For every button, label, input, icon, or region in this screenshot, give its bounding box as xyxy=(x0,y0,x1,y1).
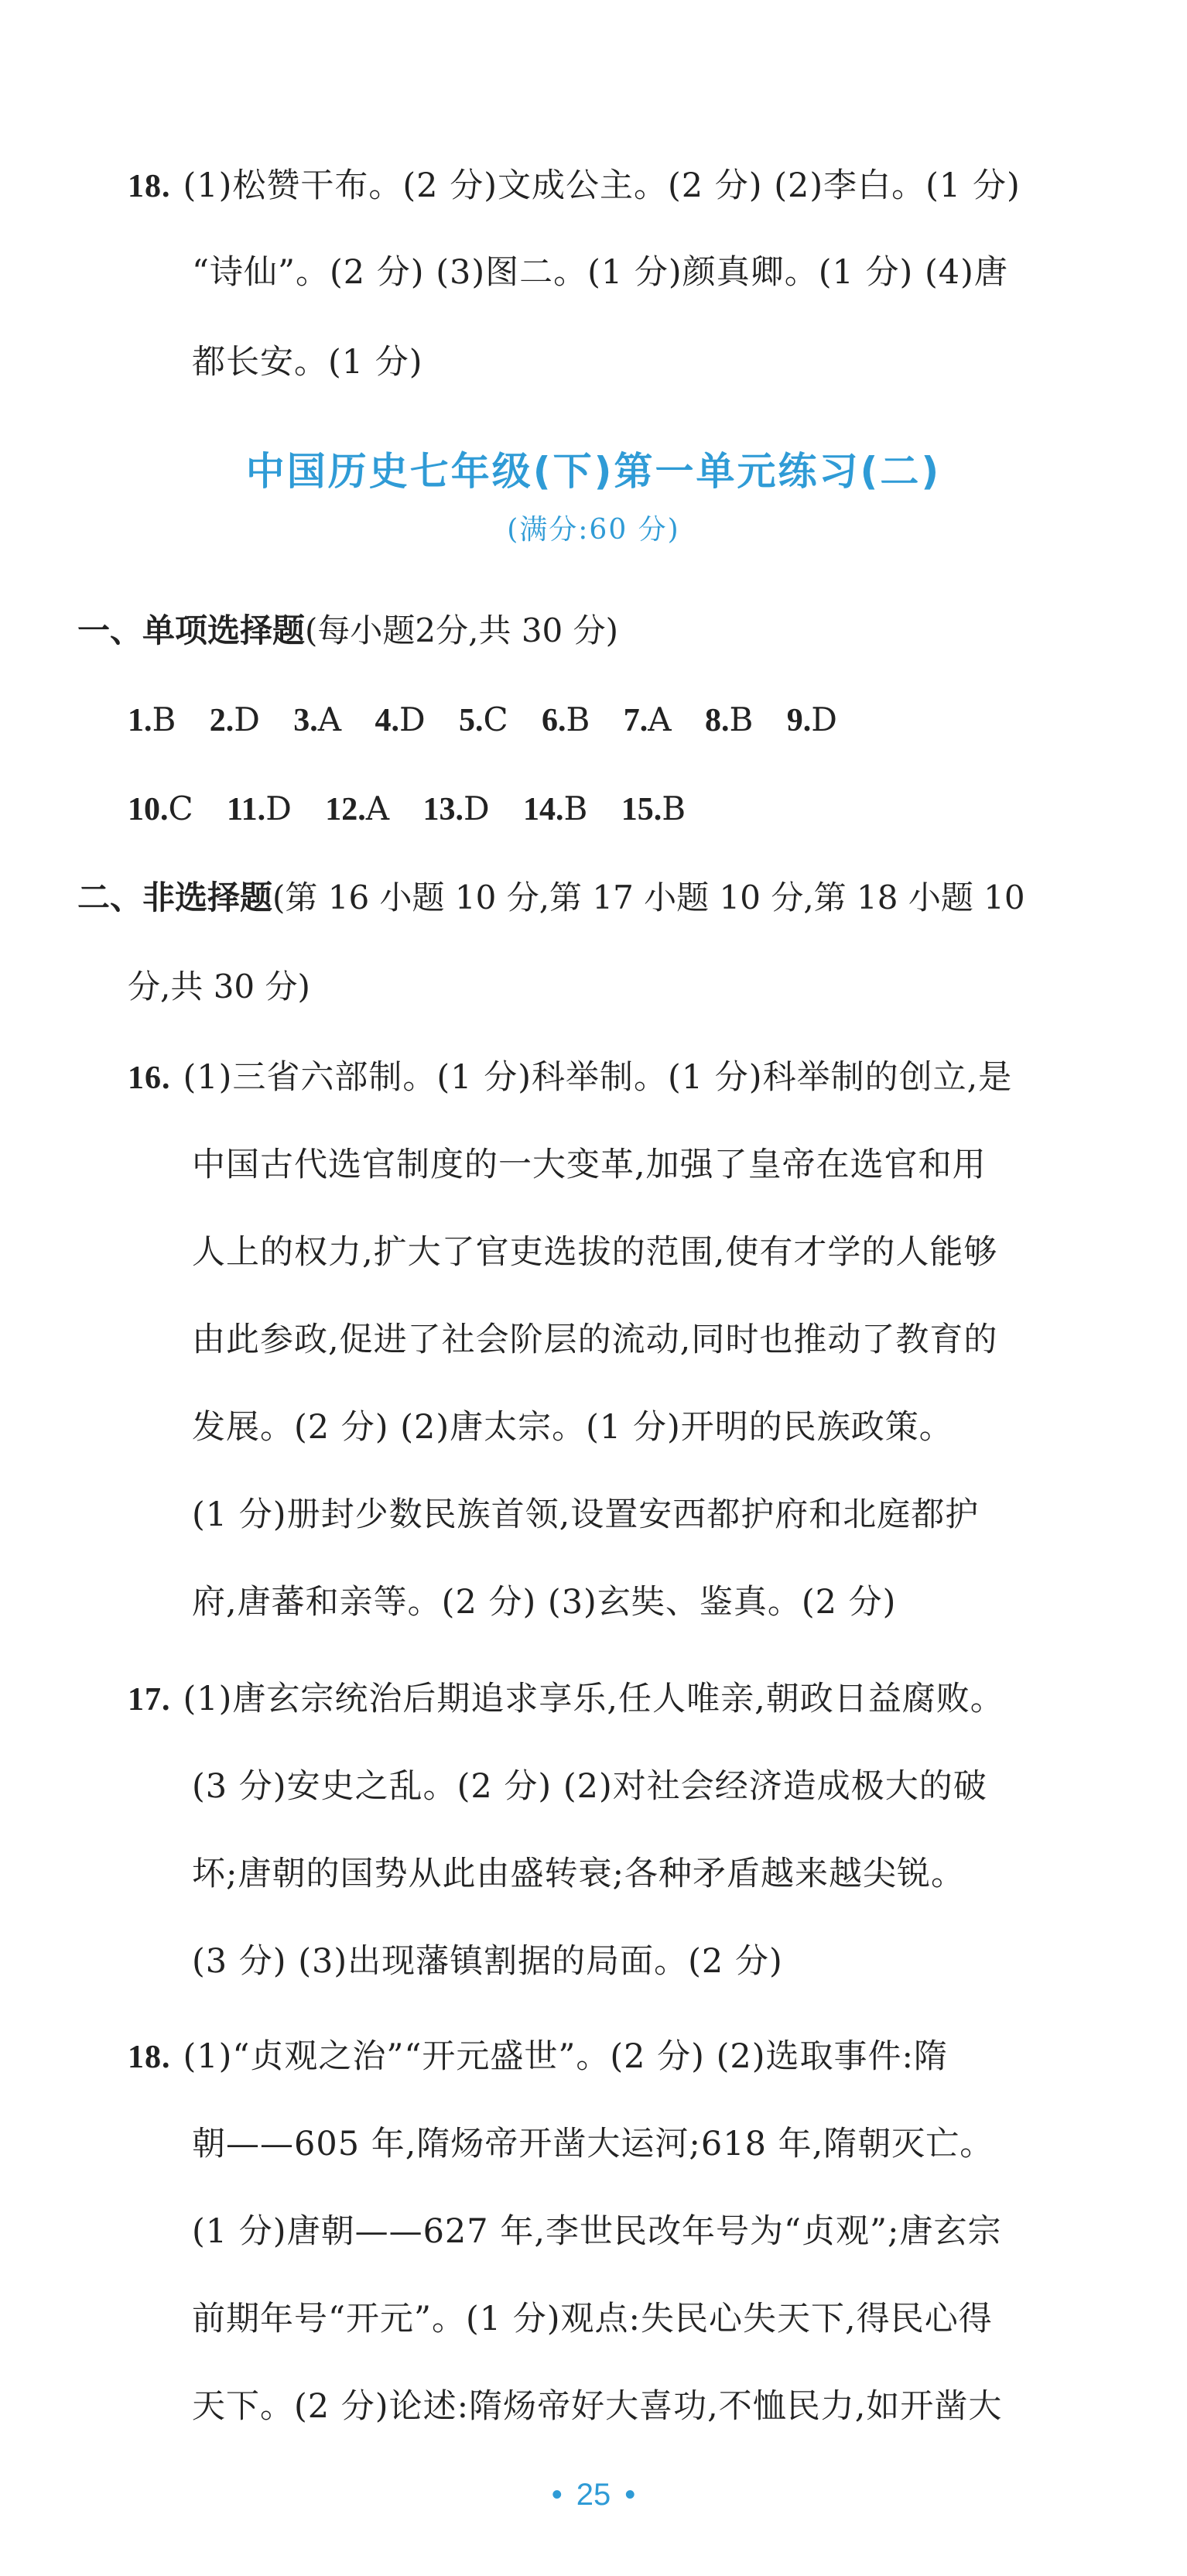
q17-line-1 xyxy=(128,1676,1004,1723)
answer-2: 2.D xyxy=(209,701,260,738)
q18-line-1 xyxy=(128,2033,948,2081)
footer-dot-right: • xyxy=(624,2478,636,2512)
q16-line-6: (1 分)册封少数民族首领,设置安西都护府和北庭都护 xyxy=(192,1495,980,1534)
q16-line-4: 由此参政,促进了社会阶层的流动,同时也推动了教育的 xyxy=(192,1321,998,1359)
page-title: 中国历史七年级(下)第一单元练习(二) xyxy=(245,449,942,494)
q16-text-1: (1)三省六部制。(1 分)科举制。(1 分)科举制的创立,是 xyxy=(183,1058,1013,1097)
section-2-note-1: (第 16 小题 10 分,第 17 小题 10 分,第 18 小题 10 xyxy=(272,879,1025,916)
answer-6: 6.B xyxy=(542,701,590,738)
q17-line-4: (3 分) (3)出现藩镇割据的局面。(2 分) xyxy=(192,1942,783,1981)
answer-10: 10.C xyxy=(128,790,193,827)
q18-line-4: 前期年号“开元”。(1 分)观点:失民心失天下,得民心得 xyxy=(192,2300,993,2338)
answer-9: 9.D xyxy=(786,701,837,738)
q17-line-3: 坏;唐朝的国势从此由盛转衰;各种矛盾越来越尖锐。 xyxy=(192,1855,965,1893)
page-footer xyxy=(0,2473,1187,2516)
q18-number: 18. xyxy=(128,2040,171,2075)
answer-14: 14.B xyxy=(522,790,588,827)
q18-line-3: (1 分)唐朝——627 年,李世民改年号为“贞观”;唐玄宗 xyxy=(192,2212,1002,2251)
prev-q18-number: 18. xyxy=(128,169,171,204)
prev-q18-line-3: 都长安。(1 分) xyxy=(192,343,423,382)
answer-12: 12.A xyxy=(325,790,390,827)
section-1-note: (每小题2分,共 30 分) xyxy=(305,611,619,649)
prev-q18-line-2: “诗仙”。(2 分) (3)图二。(1 分)颜真卿。(1 分) (4)唐 xyxy=(192,253,1008,292)
q17-line-2: (3 分)安史之乱。(2 分) (2)对社会经济造成极大的破 xyxy=(192,1767,987,1806)
answer-11: 11.D xyxy=(227,790,292,827)
answer-1: 1.B xyxy=(128,701,176,738)
answer-4: 4.D xyxy=(375,701,426,738)
answers-row-1 xyxy=(128,697,860,744)
q16-line-5: 发展。(2 分) (2)唐太宗。(1 分)开明的民族政策。 xyxy=(192,1408,953,1447)
q17-text-1: (1)唐玄宗统治后期追求享乐,任人唯亲,朝政日益腐败。 xyxy=(183,1680,1004,1718)
q16-number: 16. xyxy=(128,1060,171,1096)
q18-line-5: 天下。(2 分)论述:隋炀帝好大喜功,不恤民力,如开凿大 xyxy=(192,2387,1003,2426)
answer-8: 8.B xyxy=(704,701,754,738)
q16-line-2: 中国古代选官制度的一大变革,加强了皇帝在选官和用 xyxy=(192,1146,987,1184)
answers-row-2 xyxy=(128,786,709,833)
prev-q18-line-1 xyxy=(128,163,1021,210)
page-number: 25 xyxy=(576,2478,611,2512)
answer-13: 13.D xyxy=(422,790,490,827)
section-1-heading xyxy=(77,608,618,654)
section-2-note-2: 分,共 30 分) xyxy=(128,968,310,1005)
q16-line-7: 府,唐蕃和亲等。(2 分) (3)玄奘、鉴真。(2 分) xyxy=(192,1583,897,1622)
q16-line-1 xyxy=(128,1054,1012,1101)
q18-line-2: 朝——605 年,隋炀帝开凿大运河;618 年,隋朝灭亡。 xyxy=(192,2125,994,2163)
answer-3: 3.A xyxy=(293,701,342,738)
answer-7: 7.A xyxy=(623,701,672,738)
q16-line-3: 人上的权力,扩大了官吏选拔的范围,使有才学的人能够 xyxy=(192,1233,998,1272)
footer-dot-left: • xyxy=(551,2478,563,2512)
answer-5: 5.C xyxy=(459,701,508,738)
q18-text-1: (1)“贞观之治”“开元盛世”。(2 分) (2)选取事件:隋 xyxy=(183,2037,948,2076)
prev-q18-text-1: (1)松赞干布。(2 分)文成公主。(2 分) (2)李白。(1 分) xyxy=(183,166,1021,205)
q17-number: 17. xyxy=(128,1682,171,1718)
section-2-heading xyxy=(77,875,1025,921)
page-subtitle: (满分:60 分) xyxy=(507,514,680,546)
section-2-name: 二、非选择题 xyxy=(77,879,273,916)
answer-15: 15.B xyxy=(621,790,686,827)
section-1-name: 一、单项选择题 xyxy=(77,611,306,649)
